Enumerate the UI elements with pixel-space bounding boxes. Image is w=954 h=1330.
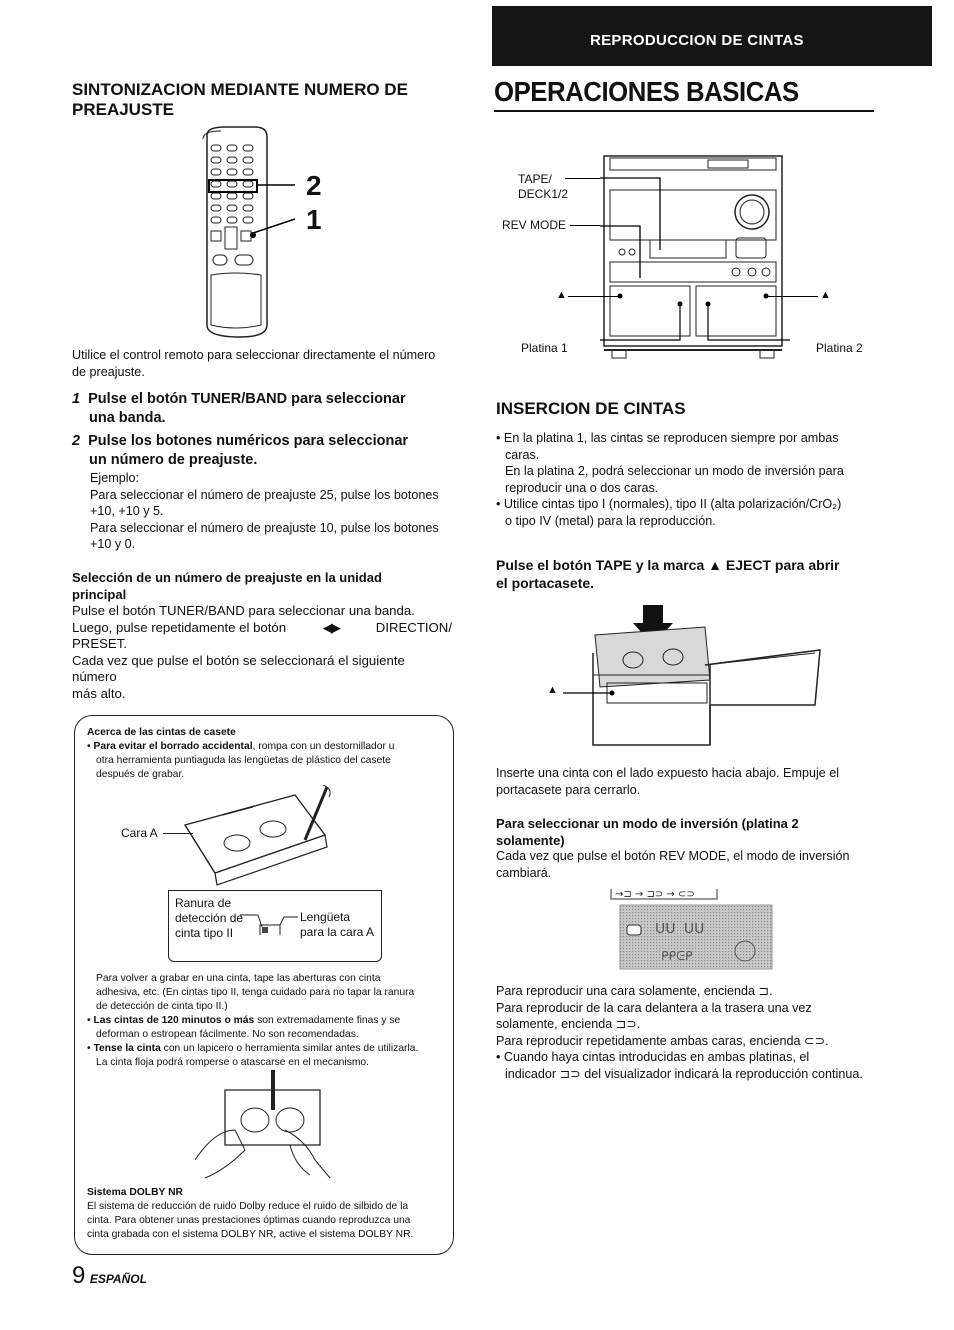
rev-option-front-back: solamente, encienda ⊐⊃. — [496, 1017, 641, 1031]
section-header-band — [492, 6, 932, 66]
cassette-tab-illustration — [175, 785, 345, 895]
note-text: cinta. Para obtener unas prestaciones óptimas cuando reproduzca una — [87, 1215, 411, 1226]
insert-text: Inserte una cinta con el lado expuesto hacia abajo. Empuje el — [496, 766, 840, 780]
note-text: La cinta floja podrá romperse o atascarse en el mecanismo. — [96, 1057, 370, 1068]
main-unit-text: Pulse el botón TUNER/BAND para seleccionar una banda. — [72, 603, 415, 618]
cassette-insertion-illustration — [545, 605, 830, 750]
eject-heading — [496, 556, 886, 592]
main-unit-text: más alto. — [72, 685, 126, 701]
step-1-text-cont: una banda. — [89, 410, 166, 426]
rev-text: Cada vez que pulse el botón REV MODE, el modo de inversión — [496, 849, 850, 863]
rev-option-front-back: Para reproducir de la cara delantera a la trasera una vez — [496, 1000, 812, 1015]
section-header-text: REPRODUCCION DE CINTAS — [590, 32, 804, 49]
rev-text: cambiará. — [496, 865, 552, 880]
rev-option-one-side: Para reproducir una cara solamente, encienda ⊐. — [496, 984, 773, 998]
step-2-number: 2 — [72, 433, 81, 449]
example-text: Para seleccionar el número de preajuste 10, pulse los botones — [90, 520, 439, 535]
example-text: +10 y 0. — [90, 537, 136, 551]
remote-callout-2: 2 — [306, 170, 322, 201]
note-text: después de grabar. — [96, 769, 185, 780]
svg-text:→⊐ → ⊐⊃ → ⊂⊃: →⊐ → ⊐⊃ → ⊂⊃ — [615, 889, 695, 900]
note-text: con un lapicero o herramienta similar antes de utilizarla. — [160, 1043, 419, 1054]
left-intro — [72, 347, 452, 380]
bullet-text: caras. — [505, 447, 540, 462]
lengueta-text: para la cara A — [300, 925, 375, 939]
label-cara-a: Cara A — [121, 826, 158, 840]
label-lengueta — [300, 910, 374, 940]
step-1-number: 1 — [72, 391, 81, 407]
intro-line: Utilice el control remoto para seleccionar directamente el número — [72, 348, 436, 362]
main-unit-text: Luego, pulse repetidamente el botón — [72, 619, 287, 635]
bullet-text: o tipo IV (metal) para la reproducción. — [505, 513, 716, 528]
eject-heading-line: el portacasete. — [496, 575, 595, 591]
bullet-text: Utilice cintas tipo I (normales), tipo II (alta polarización/CrO₂) — [503, 497, 842, 511]
eject-icon: ▲ — [547, 684, 558, 696]
main-unit-heading — [72, 570, 452, 603]
bullet-text: Cuando haya cintas introducidas en ambas platinas, el — [503, 1050, 810, 1064]
note-bold: Las cintas de 120 minutos o más — [93, 1015, 255, 1026]
note-title: Acerca de las cintas de casete — [87, 727, 236, 738]
ranura-text: cinta tipo II — [175, 926, 234, 940]
insert-bullets: • En la platina 1, las cintas se reproducen siempre por ambas caras. En la platina 2, podrá seleccionar un modo de inversión para reproducir una o dos caras. • Utilice cintas tipo I (normales), tipo II (alta polarización/CrO₂) o tipo IV (metal) para la reproducción. — [496, 430, 876, 529]
direction-arrows-icon: ◀▶ — [322, 619, 340, 635]
dolby-text — [87, 1200, 442, 1242]
rev-option-both-sides: Para reproducir repetidamente ambas caras, encienda ⊂⊃. — [496, 1033, 829, 1048]
rev-mode-text — [496, 848, 876, 881]
bullet-text: En la platina 2, podrá seleccionar un modo de inversión para — [505, 464, 844, 478]
example-label: Ejemplo: — [90, 471, 139, 485]
hand-tensioning-tape-illustration — [195, 1070, 345, 1180]
bullet-text: reproducir una o dos caras. — [505, 480, 659, 495]
dolby-title: Sistema DOLBY NR — [87, 1187, 183, 1198]
note-text: otra herramienta puntiaguda las lengüetas de plástico del casete — [96, 755, 391, 766]
leader-line — [163, 833, 193, 834]
page-footer — [72, 1262, 147, 1290]
main-unit-text: Cada vez que pulse el botón se seleccionará el siguiente número — [72, 652, 405, 684]
rev-heading-line: Para seleccionar un modo de inversión (platina 2 — [496, 816, 799, 831]
rev-mode-options: Para reproducir una cara solamente, encienda ⊐. Para reproducir de la cara delantera a la trasera una vez solamente, encienda ⊐⊃. Para reproducir repetidamente ambas caras, encienda ⊂⊃. • Cuando haya cintas introducidas en ambas platinas, el indicador ⊐⊃ del visualizador indicará la reproducción continua. — [496, 983, 876, 1082]
note-text: Para volver a grabar en una cinta, tape las aberturas con cinta — [96, 973, 381, 984]
step-2-text-cont: un número de preajuste. — [89, 452, 258, 468]
note-text: , rompa con un destornillador u — [252, 741, 395, 752]
bullet-text: En la platina 1, las cintas se reproducen siempre por ambas — [503, 431, 839, 445]
ranura-text: Ranura de — [175, 896, 232, 910]
page-language: ESPAÑOL — [89, 1272, 147, 1286]
leader-line — [570, 225, 600, 226]
main-title: OPERACIONES BASICAS — [494, 76, 799, 107]
example-text: Para seleccionar el número de preajuste 25, pulse los botones — [90, 487, 439, 502]
eject-icon-right: ▲ — [820, 289, 831, 301]
example-block — [90, 470, 452, 553]
insert-instructions — [496, 765, 876, 798]
main-unit-text: DIRECTION/ — [375, 619, 452, 635]
stereo-unit-illustration — [600, 150, 790, 365]
note-bullet-120: • Las cintas de 120 minutos o más son extremadamente finas y se deforman o estropean fácilmente. No son recomendadas. — [87, 1014, 442, 1042]
step-2-text: Pulse los botones numéricos para seleccionar — [88, 433, 409, 449]
tab-slot-icon — [240, 895, 300, 940]
lengueta-text: Lengüeta — [300, 910, 351, 924]
insert-text: portacasete para cerrarlo. — [496, 782, 641, 797]
leader-line — [766, 296, 818, 297]
label-ranura — [175, 896, 243, 941]
note-bullet-erase: • Para evitar el borrado accidental, rompa con un destornillador u otra herramienta puntiaguda las lengüetas de plástico del casete después de grabar. — [87, 740, 442, 782]
note-bullet-tense: • Tense la cinta con un lapicero o herramienta similar antes de utilizarla. La cinta floja podrá romperse o atascarse en el mecanismo. — [87, 1042, 442, 1070]
step-1 — [72, 390, 452, 428]
note-text: adhesiva, etc. (En cintas tipo II, tenga cuidado para no tapar la ranura — [96, 987, 415, 998]
note-bold: Para evitar el borrado accidental — [93, 741, 253, 752]
example-text: +10, +10 y 5. — [90, 504, 164, 518]
insert-heading: INSERCION DE CINTAS — [496, 399, 686, 418]
rerecord-note — [96, 972, 442, 1014]
note-text: deforman o estropean fácilmente. No son recomendadas. — [96, 1029, 359, 1040]
bullet-text: indicador ⊐⊃ del visualizador indicará la reproducción continua. — [505, 1066, 863, 1081]
rev-mode-heading — [496, 815, 876, 849]
rev-heading-line: solamente) — [496, 833, 565, 848]
label-platina-2: Platina 2 — [816, 341, 863, 355]
tape-label: DECK1/2 — [518, 187, 569, 201]
left-section-title — [72, 80, 452, 120]
leader-line — [568, 296, 620, 297]
step-2 — [72, 432, 452, 470]
main-unit-body — [72, 603, 452, 702]
main-unit-heading-line: Selección de un número de preajuste en la unidad — [72, 570, 382, 585]
remote-callout-1: 1 — [306, 204, 322, 235]
label-platina-1: Platina 1 — [521, 341, 568, 355]
svg-text:ᑌᑌ ᑌᑌ: ᑌᑌ ᑌᑌ — [655, 921, 705, 937]
step-1-text: Pulse el botón TUNER/BAND para seleccionar — [88, 391, 406, 407]
svg-text:ᑭᑭᕮᑭ: ᑭᑭᕮᑭ — [661, 949, 693, 963]
page-number: 9 — [72, 1262, 86, 1289]
note-bold: Tense la cinta — [93, 1043, 161, 1054]
note-text: cinta grabada con el sistema DOLBY NR, active el sistema DOLBY NR. — [87, 1229, 414, 1240]
note-text: son extremadamente finas y se — [254, 1015, 401, 1026]
intro-line: de preajuste. — [72, 364, 145, 379]
left-title-line2: PREAJUSTE — [72, 100, 175, 119]
ranura-text: detección de — [175, 911, 244, 925]
tape-label: TAPE/ — [518, 172, 552, 186]
left-title-line1: SINTONIZACION MEDIANTE NUMERO DE — [72, 80, 408, 99]
main-unit-text: PRESET. — [72, 636, 127, 651]
main-unit-heading-line: principal — [72, 586, 127, 602]
rev-mode-cycle-display — [605, 885, 775, 975]
title-rule — [494, 110, 874, 112]
label-rev-mode: REV MODE — [502, 218, 567, 232]
eject-heading-line: Pulse el botón TAPE y la marca ▲ EJECT para abrir — [496, 557, 840, 573]
note-text: de detección de cinta tipo II.) — [96, 1001, 228, 1012]
note-text: El sistema de reducción de ruido Dolby reduce el ruido de silbido de la — [87, 1201, 409, 1212]
leader-line — [565, 178, 600, 179]
label-tape-deck — [518, 172, 568, 202]
eject-icon-left: ▲ — [556, 289, 567, 301]
